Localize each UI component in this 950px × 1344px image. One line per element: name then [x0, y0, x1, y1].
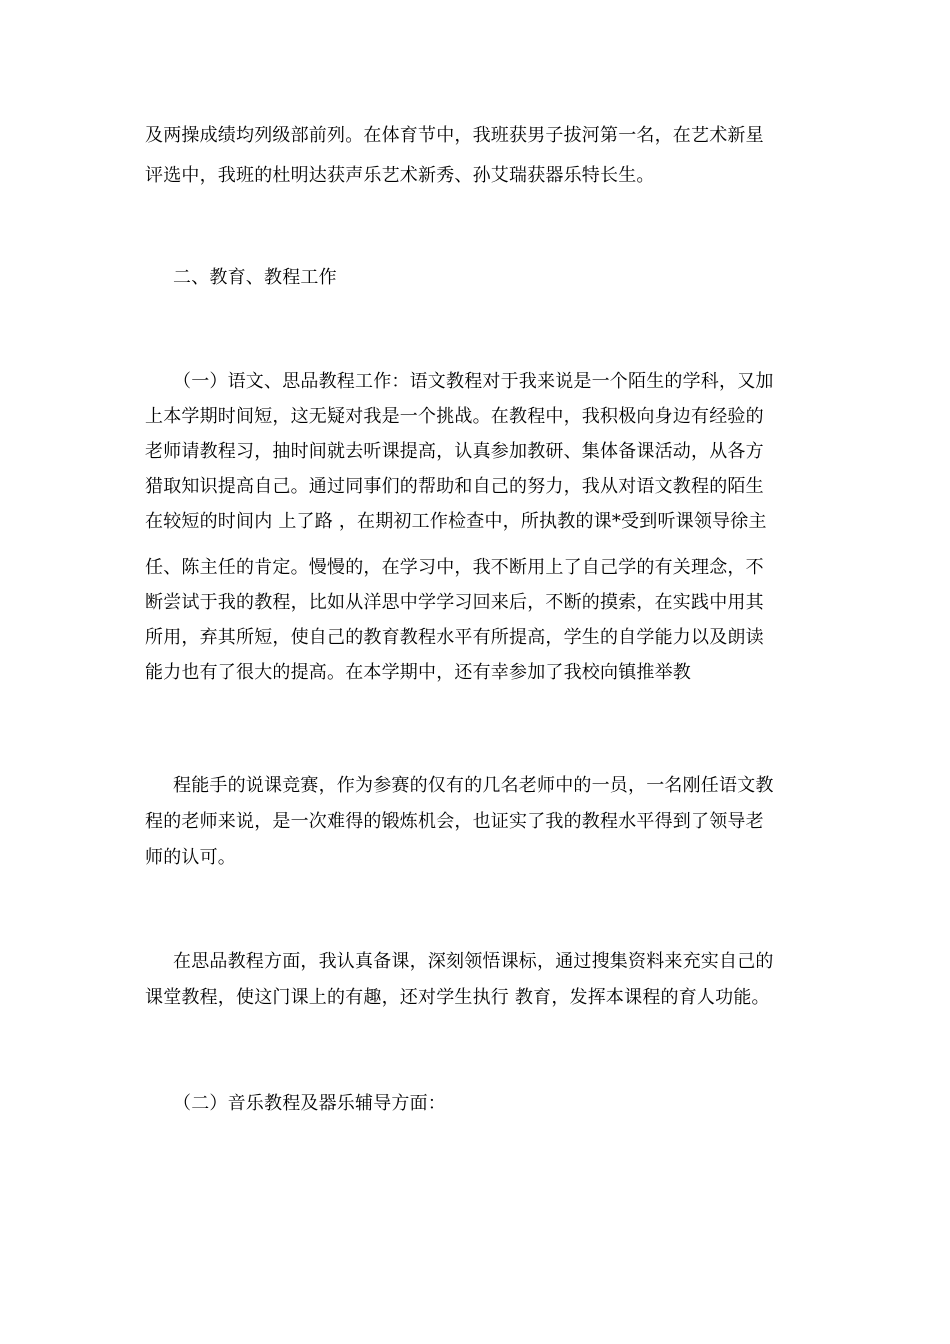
body-text-line: 师的认可。: [145, 847, 236, 868]
body-text-line: 在较短的时间内 上了路 ，在期初工作检查中，所执教的课*受到听课领导徐主: [145, 511, 767, 532]
body-text-line: 所用，弃其所短，使自己的教育教程水平有所提高，学生的自学能力以及朗读: [145, 627, 764, 648]
body-text-line: 猎取知识提高自己。通过同事们的帮助和自己的努力，我从对语文教程的陌生: [145, 476, 764, 497]
body-text-line: 程的老师来说，是一次难得的锻炼机会，也证实了我的教程水平得到了领导老: [145, 811, 764, 832]
body-text-line: 课堂教程，使这门课上的有趣，还对学生执行 教育，发挥本课程的育人功能。: [145, 987, 770, 1008]
subsection-heading: （二）音乐教程及器乐辅导方面：: [173, 1093, 446, 1114]
body-text-line: 上本学期时间短，这无疑对我是一个挑战。在教程中，我积极向身边有经验的: [145, 406, 764, 427]
body-text-line: 及两操成绩均列级部前列。在体育节中，我班获男子拔河第一名，在艺术新星: [145, 125, 764, 146]
section-heading: 二、教育、教程工作: [173, 267, 337, 288]
body-text-line: 能力也有了很大的提高。在本学期中，还有幸参加了我校向镇推举教: [145, 662, 691, 683]
body-text-line: 任、陈主任的肯定。慢慢的，在学习中，我不断用上了自己学的有关理念，不: [145, 557, 764, 578]
body-text-line: 老师请教程习，抽时间就去听课提高，认真参加教研、集体备课活动，从各方: [145, 441, 764, 462]
body-text-line: 程能手的说课竞赛，作为参赛的仅有的几名老师中的一员，一名刚任语文教: [173, 775, 774, 796]
subsection-heading-line: （一）语文、思品教程工作：语文教程对于我来说是一个陌生的学科，又加: [173, 371, 774, 392]
body-text-line: 评选中，我班的杜明达获声乐艺术新秀、孙艾瑞获器乐特长生。: [145, 165, 655, 186]
body-text-line: 在思品教程方面，我认真备课，深刻领悟课标，通过搜集资料来充实自己的: [173, 951, 774, 972]
body-text-line: 断尝试于我的教程，比如从洋思中学学习回来后，不断的摸索，在实践中用其: [145, 592, 764, 613]
